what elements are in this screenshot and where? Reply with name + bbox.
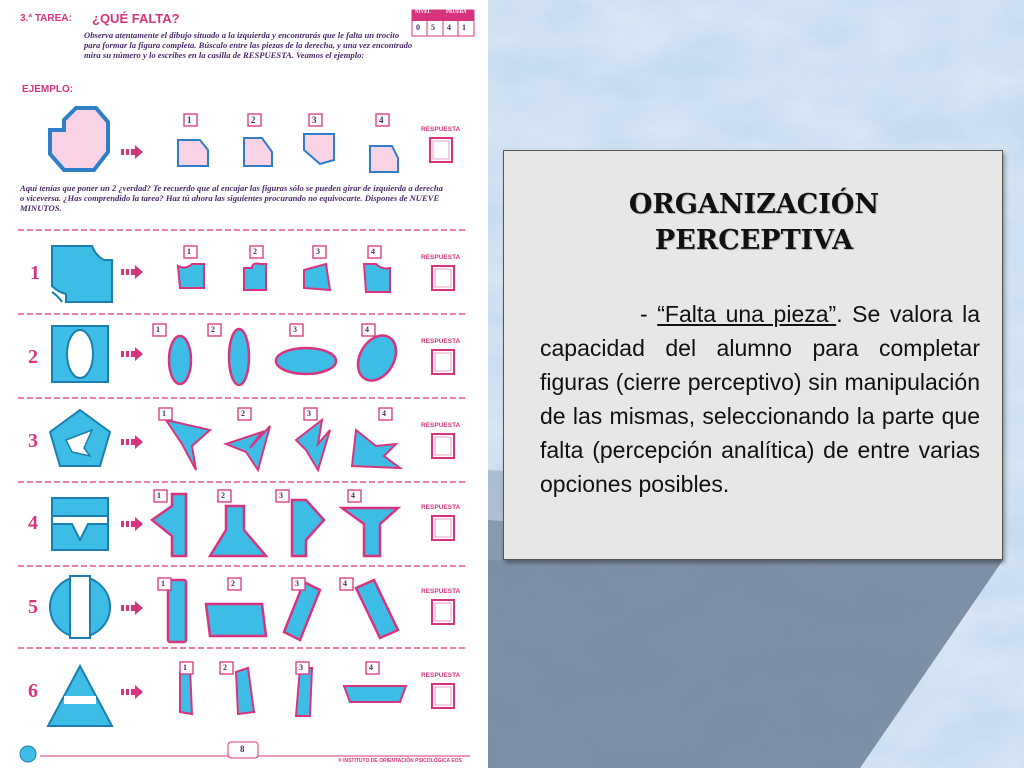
option-number: 2 xyxy=(223,663,227,672)
test-digit-2: 1 xyxy=(462,23,466,32)
level-header: NIVEL xyxy=(415,10,431,15)
answer-label: RESPUESTA xyxy=(421,588,461,595)
task-title: ¿QUÉ FALTA? xyxy=(92,11,180,26)
option-number: 3 xyxy=(299,663,303,672)
row-number: 3 xyxy=(28,430,38,452)
option-number: 1 xyxy=(156,325,160,334)
worksheet-page xyxy=(0,0,488,768)
answer-label: RESPUESTA xyxy=(421,504,461,511)
row-4-shapes xyxy=(52,494,398,556)
answer-label: RESPUESTA xyxy=(421,254,461,261)
option-number: 2 xyxy=(251,115,256,125)
option-number: 2 xyxy=(253,247,257,256)
option-number: 3 xyxy=(307,409,311,418)
option-number: 3 xyxy=(279,491,283,500)
instructions-text: Observa atentamente el dibujo situado a la izquierda y encontrarás que le falta un trocito para formar la figura completa. Búscalo entre las piezas de la derecha, y una vez encontrado mira su número y lo escribes en la casilla de RESPUESTA. Veamos el ejemplo: xyxy=(84,30,413,61)
row-1-shapes xyxy=(52,246,390,302)
example-figure xyxy=(50,108,108,170)
example-label: EJEMPLO: xyxy=(22,84,74,95)
example-options xyxy=(178,134,398,172)
option-number: 1 xyxy=(187,115,192,125)
option-number: 2 xyxy=(221,491,225,500)
option-number: 2 xyxy=(211,325,215,334)
page-number: 8 xyxy=(240,744,245,754)
option-number: 1 xyxy=(161,579,165,588)
row-number: 5 xyxy=(28,596,38,618)
row-3-shapes xyxy=(50,410,400,470)
row-number: 4 xyxy=(28,512,38,534)
option-number: 1 xyxy=(162,409,166,418)
test-digit-1: 4 xyxy=(447,23,451,32)
card-dash: - xyxy=(640,301,658,327)
option-number: 3 xyxy=(293,325,297,334)
option-number: 4 xyxy=(382,409,386,418)
option-number: 4 xyxy=(343,579,347,588)
level-digit-2: 5 xyxy=(431,23,435,32)
option-number: 4 xyxy=(379,115,384,125)
option-number: 2 xyxy=(231,579,235,588)
option-number: 3 xyxy=(295,579,299,588)
card-quote: “Falta una pieza” xyxy=(657,301,837,327)
row-number: 6 xyxy=(28,680,38,702)
card-title xyxy=(504,187,1004,259)
task-label: 3.ª TAREA: xyxy=(20,13,72,24)
description-card xyxy=(503,150,1003,560)
option-number: 4 xyxy=(371,247,375,256)
answer-label: RESPUESTA xyxy=(421,672,461,679)
card-body xyxy=(540,297,980,501)
option-number: 4 xyxy=(369,663,373,672)
option-number: 1 xyxy=(157,491,161,500)
option-number: 2 xyxy=(241,409,245,418)
option-number: 3 xyxy=(316,247,320,256)
card-title-line-1: ORGANIZACIÓN xyxy=(628,189,880,220)
test-header: PRUEBA xyxy=(446,10,467,15)
option-number: 1 xyxy=(183,663,187,672)
option-number: 4 xyxy=(365,325,369,334)
row-2-shapes xyxy=(52,326,404,387)
row-number: 1 xyxy=(30,262,40,284)
option-number: 1 xyxy=(187,247,191,256)
example-note: Aquí tenías que poner un 2 ¿verdad? Te recuerdo que al encajar las figuras sólo se pueden girar de izquierda a derecha o viceversa. ¿Has comprendido la tarea? Haz tú ahora las siguientes procurando no equivocarte. Dispones de NUEVE MINUTOS. xyxy=(20,183,443,214)
level-digit-1: 0 xyxy=(416,23,420,32)
card-title-line-2: PERCEPTIVA xyxy=(654,225,854,256)
row-6-shapes xyxy=(48,666,406,726)
worksheet-drawings xyxy=(0,0,488,768)
option-number: 3 xyxy=(312,115,317,125)
footer-text: ® INSTITUTO DE ORIENTACIÓN PSICOLÓGICA EOS xyxy=(338,758,462,764)
row-number: 2 xyxy=(28,346,38,368)
card-body-text: . Se valora la capacidad del alumno para completar figuras (cierre perceptivo) sin manipulación de las mismas, seleccionando la parte que falta (percepción analítica) de entre varias opciones posibles. xyxy=(540,301,980,497)
answer-label: RESPUESTA xyxy=(421,126,461,133)
answer-label: RESPUESTA xyxy=(421,338,461,345)
answer-label: RESPUESTA xyxy=(421,422,461,429)
option-number: 4 xyxy=(351,491,355,500)
